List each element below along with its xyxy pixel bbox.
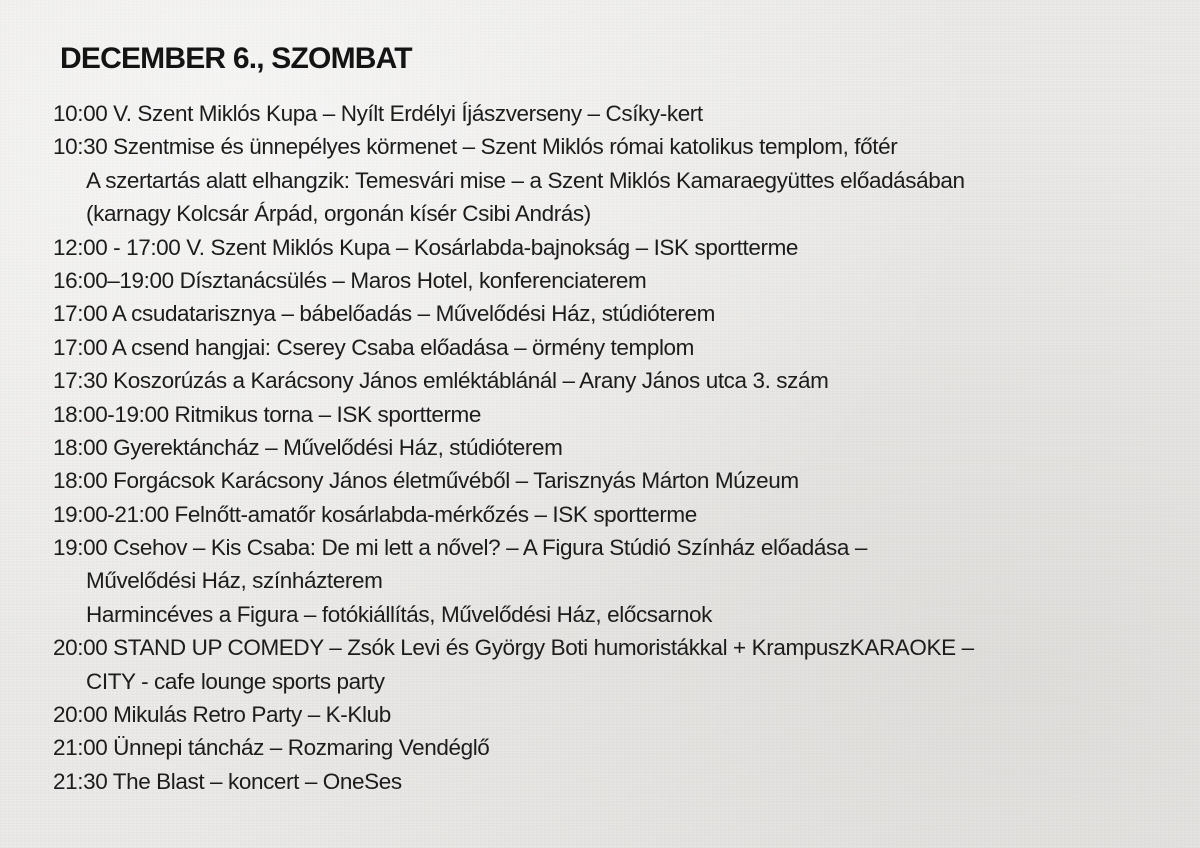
page-title: DECEMBER 6., SZOMBAT xyxy=(60,42,412,75)
schedule-continuation-line: (karnagy Kolcsár Árpád, orgonán kísér Csibi András) xyxy=(86,201,591,227)
schedule-entry: 18:00 Gyerektáncház – Művelődési Ház, stúdióterem xyxy=(53,434,563,460)
schedule-entry: 21:30 The Blast – koncert – OneSes xyxy=(53,768,402,794)
schedule-continuation-line: A szertartás alatt elhangzik: Temesvári mise – a Szent Miklós Kamaraegyüttes előadásában xyxy=(86,167,965,193)
schedule-entry: 16:00–19:00 Dísztanácsülés – Maros Hotel, konferenciaterem xyxy=(53,267,647,293)
schedule-entry: 17:00 A csudatarisznya – bábelőadás – Művelődési Ház, stúdióterem xyxy=(53,301,715,327)
schedule-entry: 19:00 Csehov – Kis Csaba: De mi lett a nővel? – A Figura Stúdió Színház előadása – xyxy=(53,535,867,561)
schedule-entry: 20:00 Mikulás Retro Party – K-Klub xyxy=(53,702,391,728)
schedule-entry: 19:00-21:00 Felnőtt-amatőr kosárlabda-mérkőzés – ISK sportterme xyxy=(53,501,697,527)
schedule-entry: 12:00 - 17:00 V. Szent Miklós Kupa – Kosárlabda-bajnokság – ISK sportterme xyxy=(53,234,799,260)
schedule-entry: 18:00 Forgácsok Karácsony János életművéből – Tarisznyás Márton Múzeum xyxy=(53,468,799,494)
schedule-entry: 17:00 A csend hangjai: Cserey Csaba előadása – örmény templom xyxy=(53,334,694,360)
schedule-entry: 10:00 V. Szent Miklós Kupa – Nyílt Erdélyi Íjászverseny – Csíky-kert xyxy=(53,101,703,126)
schedule-entry: 20:00 STAND UP COMEDY – Zsók Levi és György Boti humoristákkal + KrampuszKARAOKE – xyxy=(53,635,974,661)
schedule-list xyxy=(53,97,1183,798)
schedule-entry: 17:30 Koszorúzás a Karácsony János emléktáblánál – Arany János utca 3. szám xyxy=(53,368,829,394)
schedule-entry: 10:30 Szentmise és ünnepélyes körmenet – Szent Miklós római katolikus templom, főtér xyxy=(53,134,898,160)
schedule-continuation-line: Harmincéves a Figura – fotókiállítás, Művelődési Ház, előcsarnok xyxy=(86,601,712,627)
schedule-entry: 21:00 Ünnepi táncház – Rozmaring Vendéglő xyxy=(53,735,490,761)
schedule-continuation-line: Művelődési Ház, színházterem xyxy=(86,568,383,594)
schedule-continuation-line: CITY - cafe lounge sports party xyxy=(86,668,385,694)
schedule-entry: 18:00-19:00 Ritmikus torna – ISK sportterme xyxy=(53,401,482,427)
